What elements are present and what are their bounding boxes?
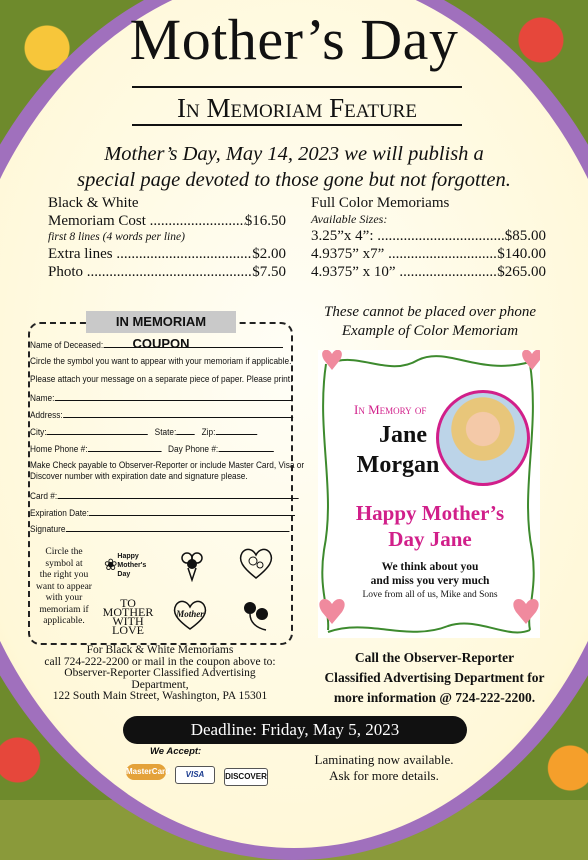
coupon-footer-line: For Black & White Memoriams [86,644,234,656]
color-size-row [311,227,546,245]
field-line [176,425,194,435]
color-note [310,303,550,341]
mastercard-logo: MasterCard [126,764,166,780]
coupon-footer-line: Observer-Reporter Classified Advertising Department, [64,667,256,691]
address-field[interactable] [30,408,293,421]
symbol-note-line: the right you [39,570,89,580]
bw-extra-price: $2.00 [252,246,286,262]
laminating-line: Laminating now available. [314,752,454,767]
color-heading: Full Color Memoriams [311,195,450,211]
field-line [47,425,148,435]
zip-label: Zip: [201,427,216,437]
memory-message [332,560,528,588]
heart-icon [236,545,276,581]
discover-logo: DISCOVER [224,768,268,786]
message-line: and miss you very much [370,575,490,587]
wish-line: Day Jane [388,527,472,551]
to-mother-symbol[interactable]: TO MOTHER WITH LOVE [102,596,154,637]
wish-text [332,500,528,552]
heart-mother-child-symbol[interactable] [236,546,276,580]
coupon-footer [40,645,280,703]
bw-extra-row [48,245,286,263]
color-size-row [311,245,546,263]
signature-label: Signature [30,524,66,534]
bw-extra-label: Extra lines ..... [48,245,252,263]
color-pricing [311,194,546,281]
field-line [57,489,298,499]
coupon-footer-line: call 724-222-2200 or mail in the coupon above to: [44,655,276,668]
field-line [103,338,282,348]
visa-logo: VISA [175,766,215,784]
memory-signoff: Love from all of us, Mike and Sons [362,590,498,600]
intro-text [40,141,548,193]
roses-icon [238,598,274,632]
intro-line-1: Mother’s Day, May 14, 2023 we will publish a [104,143,484,165]
bw-photo-label: Photo ..... [48,263,252,281]
we-accept-label: We Accept: [150,746,202,757]
field-line [215,425,256,435]
first-name: Jane [379,422,427,448]
last-name: Morgan [356,452,440,478]
name-deceased-label: Name of Deceased: [30,340,104,350]
symbol-note-line: want to appear [36,581,92,592]
bouquet-icon [175,548,209,582]
color-size-row [311,263,546,281]
symbol-text: Mother [176,609,204,619]
bw-cost-row [48,212,286,230]
bw-pricing [48,194,286,281]
page-subtitle: In Memoriam Feature [132,86,462,126]
check-line-1: Make Check payable to Observer-Reporter or include Master Card, Visa or [30,460,305,470]
color-price: $85.00 [504,228,546,244]
bw-cost-price: $16.50 [244,213,286,229]
symbol-note [34,547,94,628]
color-price: $140.00 [497,246,546,262]
attach-text: Please attach your message on a separate piece of paper. Please print. [30,374,293,384]
card-field[interactable] [30,489,298,502]
bw-photo-row [48,263,286,281]
in-memory-label: In Memory of [354,402,427,417]
color-price: $265.00 [497,264,546,280]
address-label: Address: [30,410,63,420]
bouquet-symbol[interactable] [172,548,212,582]
expiration-field[interactable] [30,506,295,519]
symbol-note-line: with your [45,593,83,603]
name-label: Name: [30,393,55,403]
laminating-line: Ask for more details. [329,768,439,783]
bw-heading: Black & White [48,195,139,211]
home-phone-label: Home Phone #: [30,444,88,454]
field-line [63,408,293,418]
color-memoriam-example [318,350,540,638]
message-line: We think about you [381,561,479,573]
page-title: Mother’s Day [129,7,459,72]
color-note-line-2: Example of Color Memoriam [341,323,519,339]
coupon-tab: IN MEMORIAM COUPON [86,311,236,333]
phone-field[interactable] [30,442,273,455]
field-line [218,442,273,452]
symbol-note-line: Circle the [45,547,83,557]
intro-line-2: special page devoted to those gone but not forgotten. [77,169,511,191]
field-line [54,391,291,401]
field-line [89,506,295,516]
signature-field[interactable] [30,522,289,535]
contact-line: more information @ 724-222-2200. [333,690,536,705]
contact-info [312,648,557,708]
state-label: State: [154,427,177,437]
color-note-line-1: These cannot be placed over phone [323,304,537,320]
bw-cost-label: Memoriam Cost ..... [48,212,245,230]
symbol-text: Happy Mother's Day [117,552,147,578]
expiration-label: Expiration Date: [30,508,89,518]
symbol-note-line: memoriam if [39,604,89,615]
color-size: 3.25”x 4”: ..... [311,227,505,245]
symbol-note-line: symbol at [45,558,83,569]
bw-photo-price: $7.50 [252,264,286,280]
happy-mothers-day-symbol[interactable] [104,548,152,582]
city-state-zip-field[interactable] [30,425,257,438]
check-line-2: Discover number with expiration date and signature please. [30,471,248,481]
rose-icon: ❀ [104,556,118,574]
wish-line: Happy Mother’s [355,501,505,525]
roses-symbol[interactable] [236,598,276,632]
day-phone-label: Day Phone #: [168,444,219,454]
card-label: Card #: [30,491,58,501]
contact-line: Classified Advertising Department for [324,670,545,685]
name-deceased-field[interactable] [30,338,283,351]
color-size: 4.9375” x 10” ..... [311,263,497,281]
color-sizes-label: Available Sizes: [311,212,388,226]
symbol-note-line: applicable. [43,616,85,626]
mother-heart-symbol[interactable] [170,598,210,632]
field-line [65,522,289,532]
circle-symbol-text: Circle the symbol you want to appear with your memoriam if applicable. [30,356,292,366]
city-label: City: [30,427,47,437]
field-line [88,442,162,452]
name-field[interactable] [30,391,292,404]
bw-cost-note: first 8 lines (4 words per line) [48,231,185,243]
deadline-banner: Deadline: Friday, May 5, 2023 [123,716,467,744]
color-size: 4.9375” x7” ..... [311,245,497,263]
laminating-note [310,752,458,784]
coupon-footer-line: 122 South Main Street, Washington, PA 15301 [52,690,268,702]
portrait-photo [436,390,530,486]
contact-line: Call the Observer-Reporter [354,650,515,665]
